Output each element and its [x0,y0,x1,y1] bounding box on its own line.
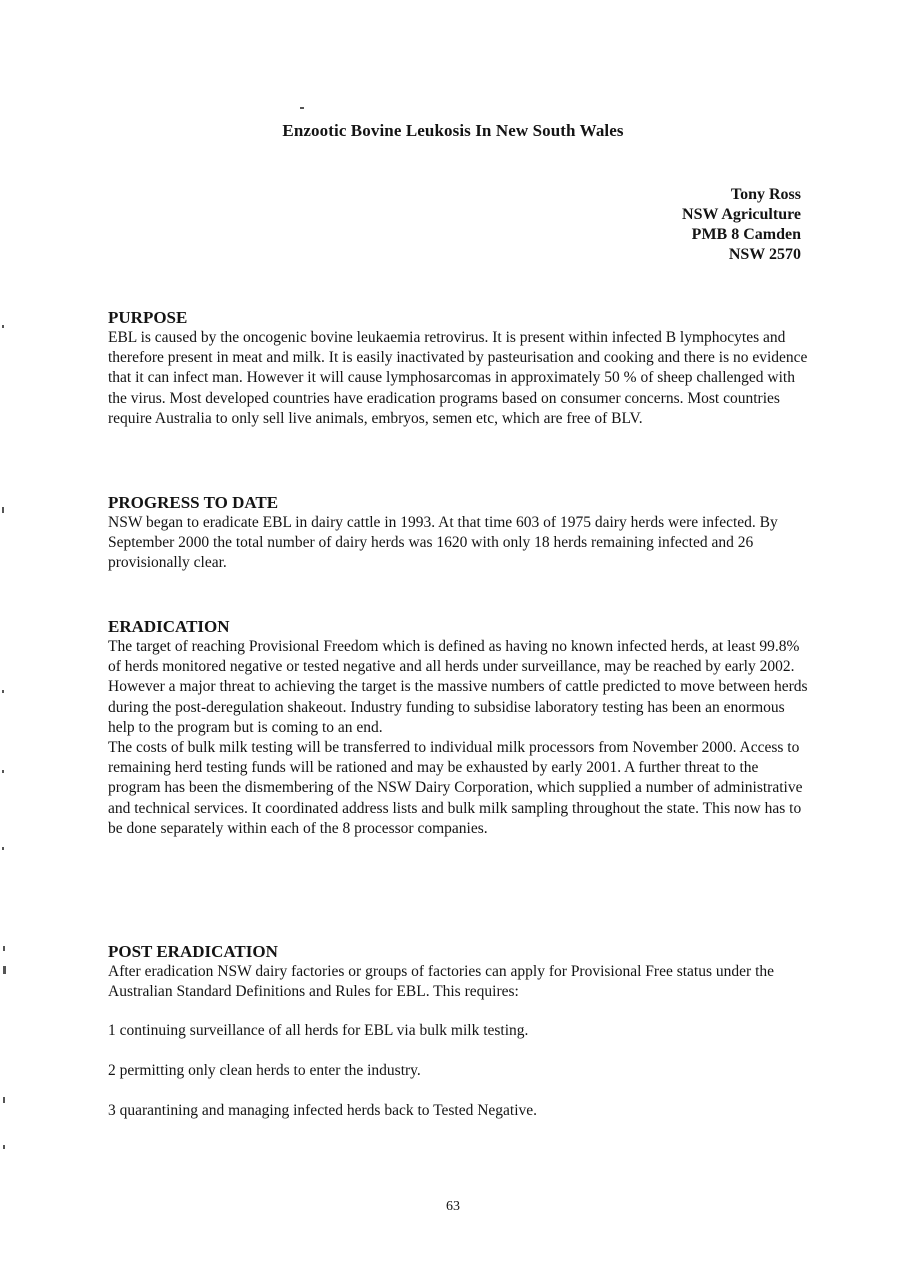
author-name: Tony Ross [730,186,801,203]
section-body [108,637,808,839]
scan-artifact [2,770,4,773]
document-title: Enzootic Bovine Leukosis In New South Wales [282,121,624,140]
paragraph: The target of reaching Provisional Freedom which is defined as having no known infected herds, at least 99.8% of herds monitored negative or tested negative and all herds under surveillance, may be reached by early 2002. However a major threat to achieving the target is the massive numbers of cattle predicted to move between herds during the post-deregulation shakeout. Industry funding to subsidise laboratory testing has been an enormous help to the program but is coming to an end. [108,638,808,736]
requirement-item: 2 permitting only clean herds to enter the industry. [108,1062,421,1080]
paragraph: NSW began to eradicate EBL in dairy cattle in 1993. At that time 603 of 1975 dairy herds were infected. By September 2000 the total number of dairy herds was 1620 with only 18 herds remaining infected and 26 provisionally clear. [108,514,778,572]
section-body [108,513,808,574]
section-heading: ERADICATION [108,617,230,636]
section-heading: PROGRESS TO DATE [108,493,279,512]
section-post-eradication [108,942,808,1121]
paragraph: EBL is caused by the oncogenic bovine leukaemia retrovirus. It is present within infected B lymphocytes and therefore present in meat and milk. It is easily inactivated by pasteurisation and cooking and there is no evidence that it can infect man. However it will cause lymphosarcomas in approximately 50 % of sheep challenged with the virus. Most developed countries have eradication programs based on consumer concerns. Most countries require Australia to only sell live animals, embryos, semen etc, which are free of BLV. [108,329,808,427]
author-organization: NSW Agriculture [682,206,801,223]
scan-artifact [2,847,4,850]
section-heading: PURPOSE [108,308,188,327]
scan-artifact [3,1145,5,1149]
section-eradication [108,617,808,839]
scan-artifact [300,107,304,109]
paragraph: After eradication NSW dairy factories or groups of factories can apply for Provisional Free status under the Australian Standard Definitions and Rules for EBL. This requires: [108,963,775,1001]
author-address: PMB 8 Camden [691,226,801,243]
scan-artifact [2,690,4,693]
section-purpose [108,308,808,429]
section-progress-to-date [108,493,808,574]
scan-artifact [3,946,5,951]
scan-artifact [3,1097,5,1103]
author-block [682,185,801,265]
author-postcode: NSW 2570 [728,246,801,263]
section-heading: POST ERADICATION [108,942,278,961]
scan-artifact [2,325,4,328]
requirements-list [108,1021,808,1121]
section-body [108,962,808,1002]
scan-artifact [3,966,6,974]
section-body [108,328,808,429]
page-number: 63 [446,1199,460,1214]
paragraph: The costs of bulk milk testing will be transferred to individual milk processors from November 2000. Access to remaining herd testing funds will be rationed and may be exhausted by early 2001. A further threat to the program has been the dismembering of the NSW Dairy Corporation, which supplied a number of administrative and technical services. It coordinated address lists and bulk milk sampling throughout the state. This now has to be done separately within each of the 8 processor companies. [108,739,803,837]
scan-artifact [2,507,4,513]
requirement-item: 1 continuing surveillance of all herds for EBL via bulk milk testing. [108,1022,529,1040]
requirement-item: 3 quarantining and managing infected herds back to Tested Negative. [108,1102,538,1120]
